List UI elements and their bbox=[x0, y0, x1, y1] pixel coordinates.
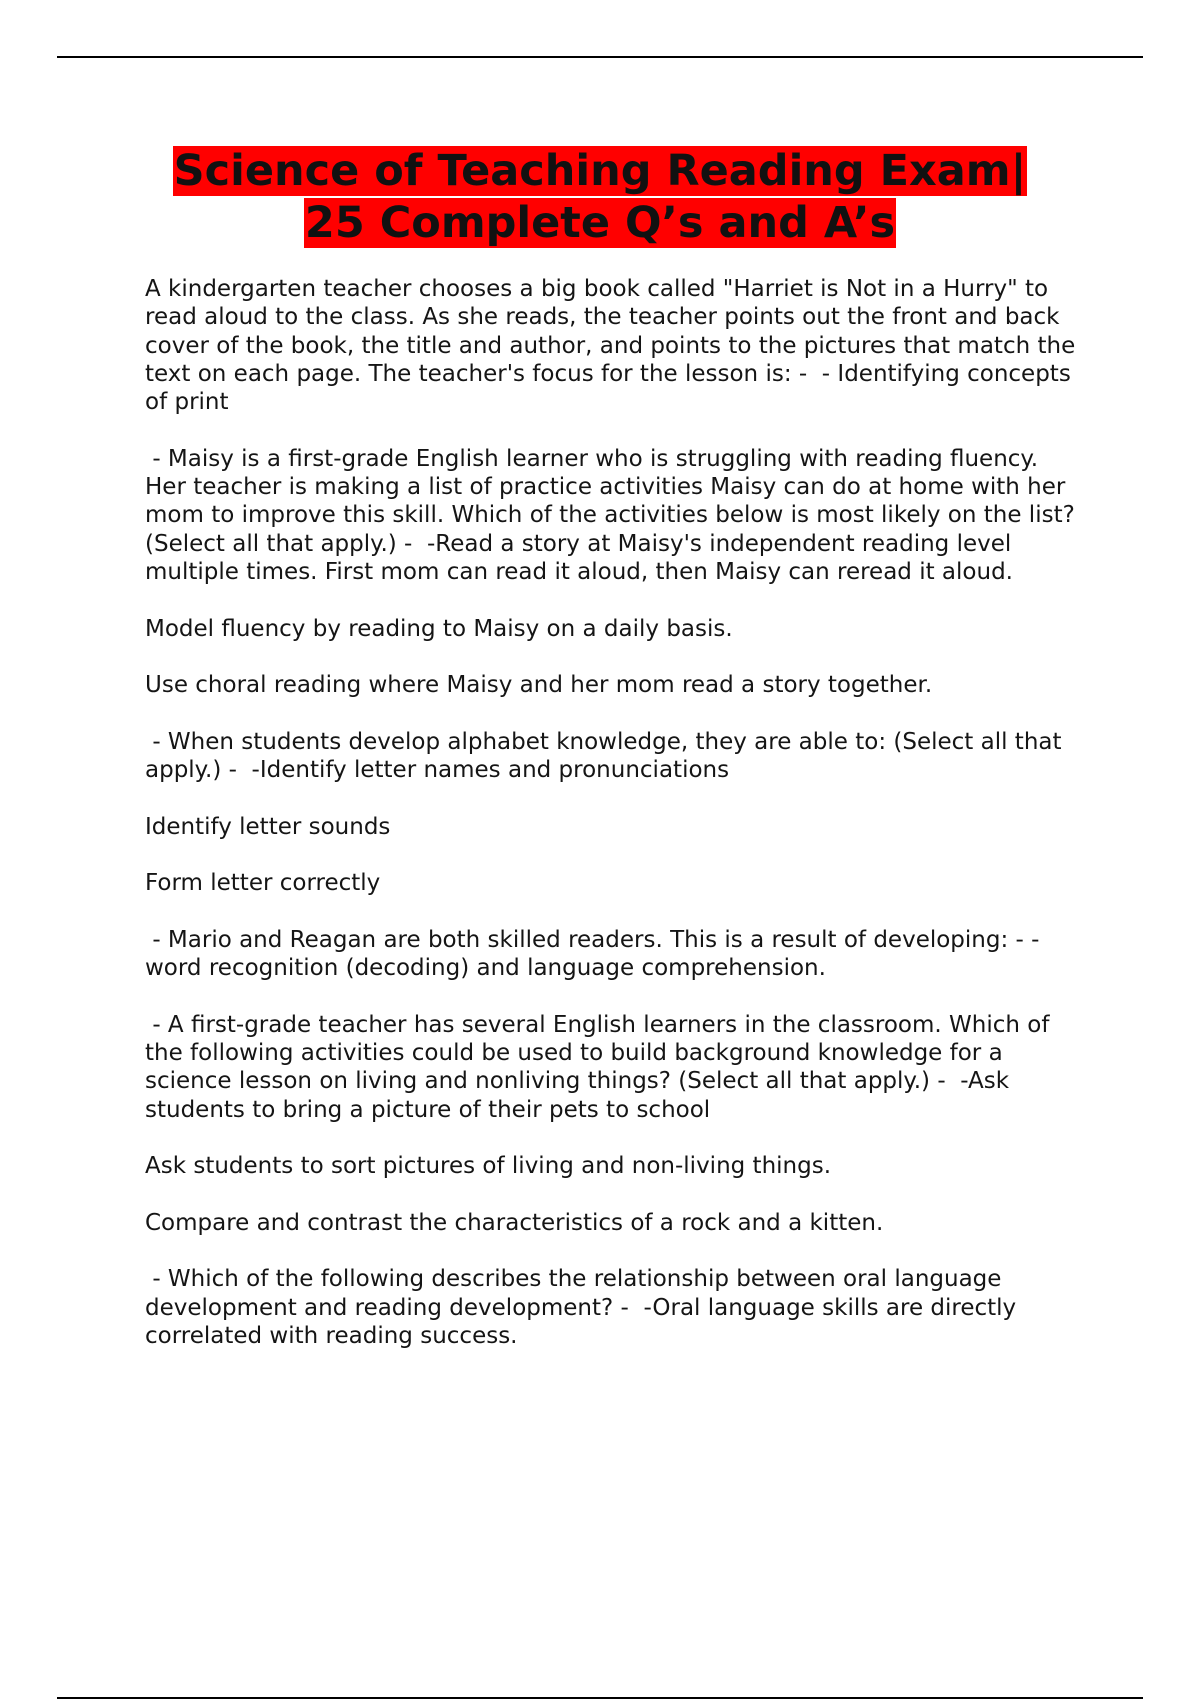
paragraph-q2: - Maisy is a first-grade English learner who is struggling with reading fluency. Her teacher is making a list of practice activities Maisy can do at home with her mom to improve this skill. Which of the activities below is most likely on the list? (Select all that apply.) - -Read a story at Maisy's independent reading level multiple times. First mom can read it aloud, then Maisy can reread it aloud. bbox=[145, 445, 1083, 585]
paragraph-q3: - When students develop alphabet knowledge, they are able to: (Select all that apply.) - -Identify letter names and pronunciations bbox=[145, 728, 1069, 784]
title-line-2: 25 Complete Q’s and A’s bbox=[304, 198, 896, 248]
paragraph-q3-answer-3: Form letter correctly bbox=[145, 870, 381, 897]
paragraph-q3-answer-2: Identify letter sounds bbox=[145, 813, 391, 840]
paragraph-q4: - Mario and Reagan are both skilled readers. This is a result of developing: - -word recognition (decoding) and language comprehension. bbox=[145, 926, 1040, 982]
paragraph-q2-answer-3: Use choral reading where Maisy and her mom read a story together. bbox=[145, 672, 933, 699]
paragraph-q6: - Which of the following describes the relationship between oral language development and reading development? - -Oral language skills are directly correlated with reading success. bbox=[145, 1266, 1024, 1349]
document-title bbox=[100, 145, 1100, 249]
bottom-rule bbox=[57, 1697, 1143, 1699]
top-rule bbox=[57, 56, 1143, 58]
paragraph-q1: A kindergarten teacher chooses a big book called "Harriet is Not in a Hurry" to read aloud to the class. As she reads, the teacher points out the front and back cover of the book, the title and author, and points to the pictures that match the text on each page. The teacher's focus for the lesson is: - - Identifying concepts of print bbox=[145, 276, 1083, 416]
paragraph-q5-answer-3: Compare and contrast the characteristics of a rock and a kitten. bbox=[145, 1209, 884, 1236]
paragraph-q5: - A first-grade teacher has several English learners in the classroom. Which of the following activities could be used to build background knowledge for a science lesson on living and nonliving things? (Select all that apply.) - -Ask students to bring a picture of their pets to school bbox=[145, 1011, 1057, 1123]
paragraph-q5-answer-2: Ask students to sort pictures of living and non-living things. bbox=[145, 1153, 832, 1180]
document-body bbox=[145, 275, 1085, 1379]
title-line-1: Science of Teaching Reading Exam| bbox=[173, 146, 1027, 196]
paragraph-q2-answer-2: Model fluency by reading to Maisy on a daily basis. bbox=[145, 615, 733, 642]
